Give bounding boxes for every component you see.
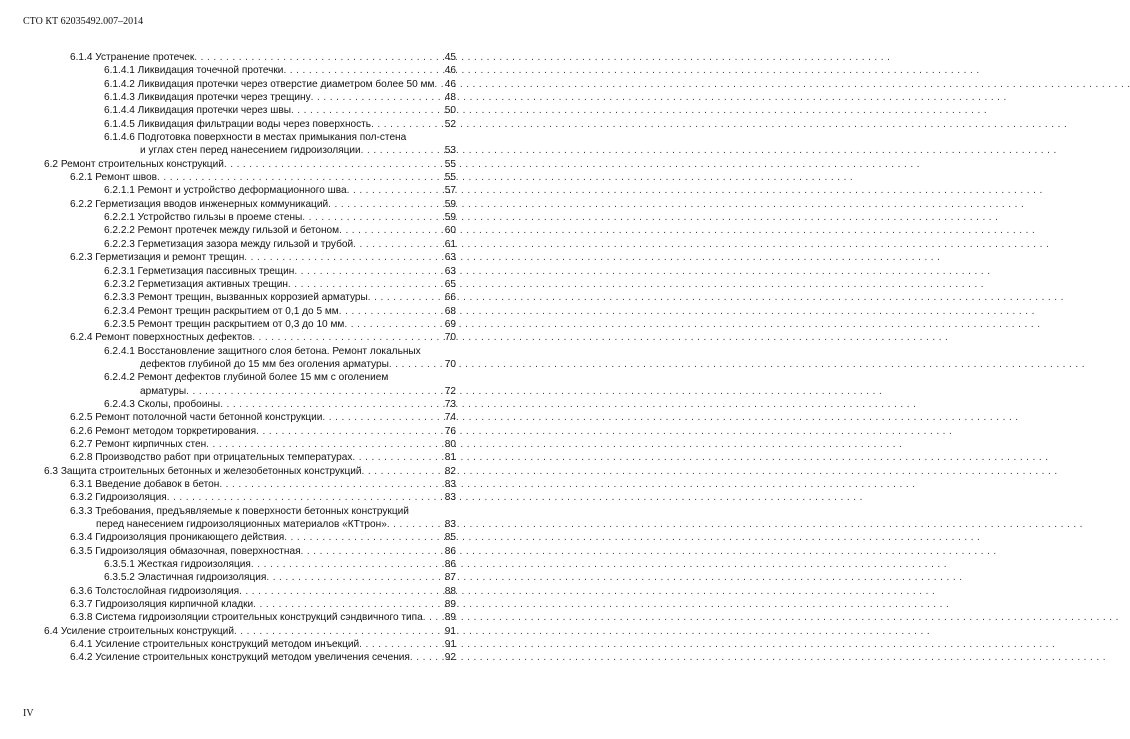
dot-leader: [347, 184, 443, 197]
toc-entry: [0, 651, 476, 664]
dot-leader: [266, 571, 442, 584]
toc-entry-text: 6.3.3 Требования, предъявляемые к поверхности бетонных конструкций: [70, 505, 409, 517]
toc-entry: [0, 438, 476, 451]
toc-entry-text: 6.1.4.2 Ликвидация протечки через отверстие диаметром более 50 мм: [104, 78, 435, 90]
dot-leader: [302, 211, 442, 224]
document-id-header: СТО КТ 62035492.007–2014: [23, 16, 144, 27]
toc-entry-text: 6.2.1.1 Ремонт и устройство деформационного шва: [104, 185, 347, 197]
dot-leader: [167, 491, 443, 504]
toc-entry-text: 6.4 Усиление строительных конструкций: [44, 625, 234, 637]
toc-page-number: 89: [444, 599, 456, 611]
toc-entry-text: 6.3.5.2 Эластичная гидроизоляция: [104, 572, 267, 584]
dot-leader: [353, 238, 443, 251]
toc-page-number: 48: [444, 92, 456, 104]
toc-entry: [0, 598, 476, 611]
page-number: IV: [23, 708, 34, 719]
toc-entry-text: 6.2.4.2 Ремонт дефектов глубиной более 15 мм с оголением: [104, 372, 389, 384]
toc-entry-text: 6.4.2 Усиление строительных конструкций методом увеличения сечения: [70, 652, 410, 664]
toc-entry-text: 6.3 Защита строительных бетонных и железобетонных конструкций: [44, 465, 362, 477]
toc-entry-text: 6.3.1 Введение добавок в бетон: [70, 479, 220, 490]
dot-leader: [234, 625, 443, 638]
toc-entry-text: 6.2.3 Герметизация и ремонт трещин: [70, 252, 245, 264]
dot-leader: [283, 64, 442, 77]
toc-entry: [0, 278, 476, 291]
toc-entry-text: 6.1.4.5 Ликвидация фильтрации воды через поверхность: [104, 118, 372, 130]
toc-page-number: 87: [444, 572, 456, 584]
toc-entry-text: 6.2.4.1 Восстановление защитного слоя бетона. Ремонт локальных: [104, 345, 421, 357]
toc-entry-text: 6.2.7 Ремонт кирпичных стен: [70, 438, 207, 450]
toc-entry-text: 6.1.4 Устранение протечек: [70, 52, 195, 63]
toc-entry-text: 6.3.5.1 Жесткая гидроизоляция: [104, 559, 251, 571]
toc-entry: [0, 305, 476, 318]
toc-page-number: 88: [444, 585, 456, 597]
toc-entry: [0, 118, 476, 131]
dot-leader: [284, 531, 443, 544]
toc-entry: [0, 251, 476, 264]
toc-page-number: 57: [444, 185, 456, 197]
toc-entry-text: 6.2.8 Производство работ при отрицательных температурах: [70, 452, 353, 464]
toc-entry: [0, 558, 476, 571]
dot-leader: [251, 558, 443, 571]
dot-leader: [294, 265, 442, 278]
toc-entry: [0, 425, 476, 438]
toc-page-number: 72: [444, 385, 456, 397]
toc-entry-text: 6.3.7 Гидроизоляция кирпичной кладки: [70, 599, 254, 611]
toc-entry: [0, 171, 476, 184]
dot-leader: [389, 358, 443, 371]
toc-entry: [0, 318, 476, 331]
toc-entry: [0, 585, 476, 598]
toc-entry-text: 6.2.3.5 Ремонт трещин раскрытием от 0,3 до 10 мм: [104, 318, 345, 330]
toc-page-number: 46: [444, 78, 456, 90]
toc-entry-text: и углах стен перед нанесением гидроизоляции: [140, 145, 361, 157]
toc-entry: [0, 131, 476, 158]
dot-leader: [368, 291, 443, 304]
dot-leader: [311, 91, 443, 104]
toc-page-number: 65: [444, 278, 456, 290]
toc-page-number: 60: [444, 225, 456, 237]
toc-entry: [0, 238, 476, 251]
toc-page-number: 70: [444, 332, 456, 344]
dot-leader: [224, 158, 443, 171]
toc-entry: [0, 505, 476, 532]
dot-leader: [434, 78, 442, 91]
toc-entry-text: 6.2.1 Ремонт швов: [70, 172, 158, 184]
toc-page-number: 81: [444, 452, 456, 464]
toc-page-number: 59: [444, 198, 456, 210]
toc-entry-text: 6.2.3.3 Ремонт трещин, вызванных коррозией арматуры: [104, 292, 368, 304]
toc-page-number: 91: [444, 625, 456, 637]
toc-entry-text: перед нанесением гидроизоляционных материалов «КТтрон»: [96, 519, 387, 531]
toc-entry-text: 6.2 Ремонт строительных конструкций: [44, 158, 224, 170]
toc-entry-text: 6.2.2.2 Ремонт протечек между гильзой и бетоном: [104, 225, 340, 237]
toc-entry: [0, 345, 476, 372]
toc-page-number: 89: [444, 612, 456, 624]
toc-page-number: 76: [444, 425, 456, 437]
toc-page-number: 80: [444, 438, 456, 450]
toc-entry: [0, 104, 476, 117]
toc-entry-text: 6.2.2.3 Герметизация зазора между гильзой и трубой: [104, 238, 354, 250]
toc-entry: [0, 224, 476, 237]
dot-leader: [387, 518, 443, 531]
toc-page-number: 92: [444, 652, 456, 664]
toc-entry-text: 6.1.4.1 Ликвидация точечной протечки: [104, 65, 284, 77]
dot-leader: [423, 611, 443, 624]
toc-page-number: 73: [444, 398, 456, 410]
toc-page-number: 83: [444, 519, 456, 531]
toc-page-number: 91: [444, 639, 456, 651]
dot-leader: [244, 251, 442, 264]
toc-entry: [0, 625, 476, 638]
toc-entry: [0, 451, 476, 464]
dot-leader: [253, 598, 443, 611]
dot-leader: [206, 438, 443, 451]
toc-entry: [0, 371, 476, 398]
toc-page-number: 66: [444, 292, 456, 304]
dot-leader: [371, 118, 443, 131]
toc-page-number: 59: [444, 212, 456, 224]
toc-entry-text: 6.1.4.3 Ликвидация протечки через трещину: [104, 92, 311, 104]
dot-leader: [361, 144, 443, 157]
toc-entry: [0, 158, 476, 171]
toc-entry: [0, 291, 476, 304]
toc-entry: [0, 411, 476, 424]
dot-leader: [288, 278, 443, 291]
toc-entry-text: 6.2.6 Ремонт методом торкретирования: [70, 425, 257, 437]
dot-leader: [339, 224, 443, 237]
toc-page-number: 50: [444, 105, 456, 117]
toc-entry: [0, 465, 476, 478]
toc-entry: [0, 491, 476, 504]
toc-entry-text: 6.2.4 Ремонт поверхностных дефектов: [70, 332, 253, 344]
toc-entry: [0, 78, 476, 91]
toc-entry: [0, 265, 476, 278]
toc-page-number: 86: [444, 545, 456, 557]
toc-page-number: 69: [444, 318, 456, 330]
toc-entry-text: 6.3.2 Гидроизоляция: [70, 492, 167, 504]
toc-page-number: 83: [444, 492, 456, 504]
toc-entry-text: 6.2.3.1 Герметизация пассивных трещин: [104, 265, 295, 277]
toc-page-number: 82: [444, 465, 456, 477]
toc-entry: [0, 478, 476, 491]
toc-page-number: 74: [444, 412, 456, 424]
toc-entry-text: арматуры: [140, 385, 187, 397]
table-of-contents: [0, 51, 476, 665]
toc-page-number: 45: [444, 52, 456, 63]
toc-entry: [0, 91, 476, 104]
toc-page-number: 63: [444, 265, 456, 277]
toc-entry-text: 6.3.5 Гидроизоляция обмазочная, поверхностная: [70, 545, 301, 557]
toc-entry-text: 6.2.3.4 Ремонт трещин раскрытием от 0,1 до 5 мм: [104, 305, 339, 317]
toc-entry-text: 6.1.4.6 Подготовка поверхности в местах примыкания пол-стена: [104, 132, 407, 144]
dot-leader: [256, 425, 443, 438]
toc-entry: [0, 611, 476, 624]
toc-entry: [0, 198, 476, 211]
dot-leader: [219, 478, 442, 491]
dot-leader: [410, 651, 443, 664]
toc-entry-text: 6.2.2 Герметизация вводов инженерных коммуникаций: [70, 198, 329, 210]
toc-entry-text: 6.2.5 Ремонт потолочной части бетонной конструкции: [70, 412, 323, 424]
dot-leader: [186, 385, 443, 398]
toc-entry-text: дефектов глубиной до 15 мм без оголения арматуры: [140, 358, 389, 370]
dot-leader: [157, 171, 443, 184]
toc-entry-text: 6.3.8 Система гидроизоляции строительных конструкций сэндвичного типа: [70, 612, 423, 624]
toc-entry-text: 6.1.4.4 Ликвидация протечки через швы: [104, 105, 291, 117]
toc-entry-text: 6.3.6 Толстослойная гидроизоляция: [70, 585, 240, 597]
toc-entry-text: 6.4.1 Усиление строительных конструкций методом инъекций: [70, 639, 360, 651]
toc-page-number: 61: [444, 238, 456, 250]
toc-entry-text: 6.2.3.2 Герметизация активных трещин: [104, 278, 288, 290]
dot-leader: [220, 398, 443, 411]
toc-page-number: 55: [444, 158, 456, 170]
dot-leader: [344, 318, 442, 331]
toc-page-number: 70: [444, 358, 456, 370]
toc-entry-text: 6.2.4.3 Сколы, пробоины: [104, 398, 221, 410]
dot-leader: [194, 51, 443, 64]
toc-entry-text: 6.2.2.1 Устройство гильзы в проеме стены: [104, 212, 303, 224]
toc-page-number: 68: [444, 305, 456, 317]
toc-entry: [0, 398, 476, 411]
toc-entry-text: 6.3.4 Гидроизоляция проникающего действия: [70, 532, 285, 544]
toc-page-number: 55: [444, 172, 456, 184]
dot-leader: [322, 411, 442, 424]
dot-leader: [239, 585, 443, 598]
toc-entry: [0, 51, 476, 64]
dot-leader: [328, 198, 443, 211]
toc-entry: [0, 531, 476, 544]
toc-entry: [0, 638, 476, 651]
toc-page-number: 46: [444, 65, 456, 77]
toc-page-number: 63: [444, 252, 456, 264]
toc-page-number: 86: [444, 559, 456, 571]
dot-leader: [359, 638, 443, 651]
dot-leader: [352, 451, 442, 464]
toc-page-number: 83: [444, 479, 456, 490]
dot-leader: [252, 331, 443, 344]
toc-entry: [0, 211, 476, 224]
toc-page-number: 53: [444, 145, 456, 157]
toc-page-number: 52: [444, 118, 456, 130]
dot-leader: [301, 545, 443, 558]
dot-leader: [362, 465, 443, 478]
toc-page-number: 85: [444, 532, 456, 544]
toc-entry: [0, 184, 476, 197]
toc-entry: [0, 331, 476, 344]
dot-leader: [339, 305, 443, 318]
toc-entry: [0, 545, 476, 558]
toc-entry: [0, 571, 476, 584]
toc-entry: [0, 64, 476, 77]
dot-leader: [291, 104, 443, 117]
